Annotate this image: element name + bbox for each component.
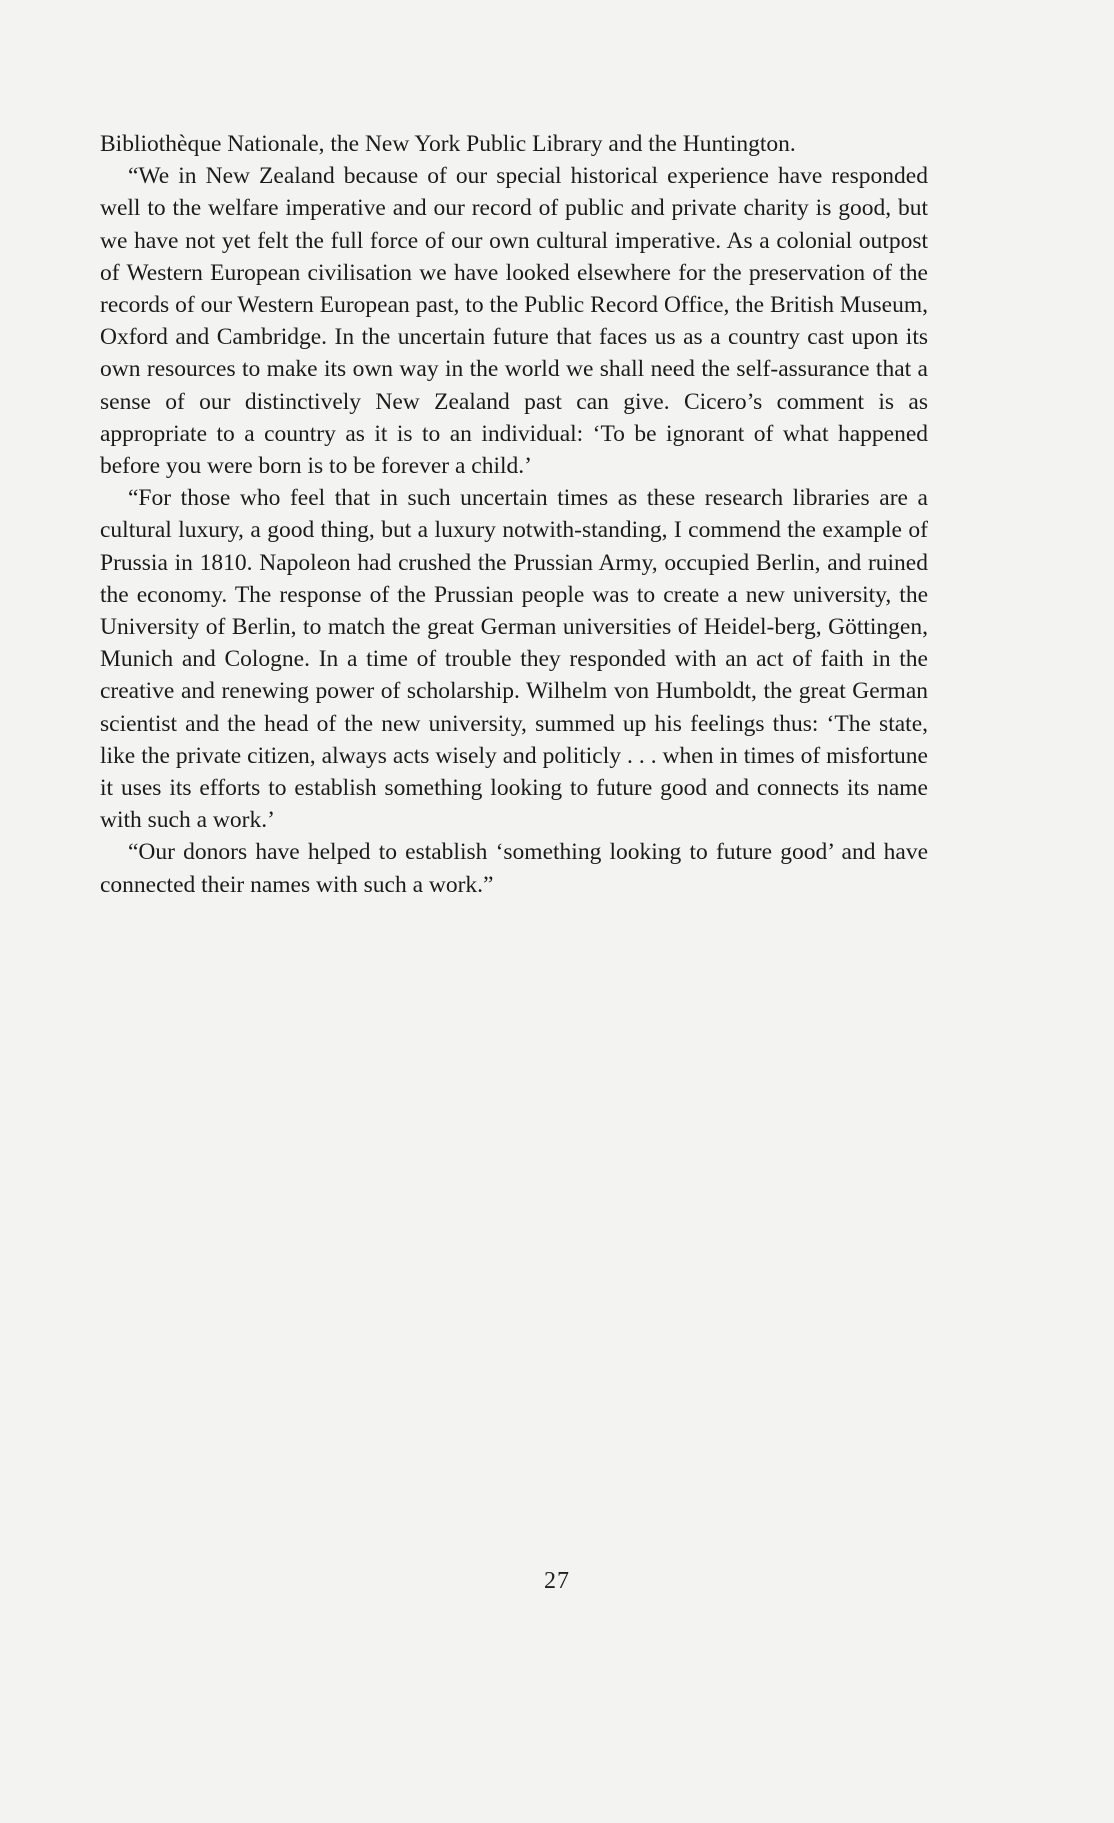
body-text [100, 128, 928, 901]
paragraph-prussia-example: “For those who feel that in such uncertain times as these research libraries are a cultural luxury, a good thing, but a luxury notwith-standing, I commend the example of Prussia in 1810. Napoleon had crushed the Prussian Army, occupied Berlin, and ruined the economy. The response of the Prussian people was to create a new university, the University of Berlin, to match the great German universities of Heidel-berg, Göttingen, Munich and Cologne. In a time of trouble they responded with an act of faith in the creative and renewing power of scholarship. Wilhelm von Humboldt, the great German scientist and the head of the new university, summed up his feelings thus: ‘The state, like the private citizen, always acts wisely and politicly . . . when in times of misfortune it uses its efforts to establish something looking to future good and connects its name with such a work.’ [100, 485, 928, 834]
paragraph-donors: “Our donors have helped to establish ‘something looking to future good’ and have connected their names with such a work.” [100, 839, 928, 898]
page-number: 27 [544, 1568, 570, 1594]
paragraph-cultural-imperative: “We in New Zealand because of our special historical experience have responded well to the welfare imperative and our record of public and private charity is good, but we have not yet felt the full force of our own cultural imperative. As a colonial outpost of Western European civilisation we have looked elsewhere for the preservation of the records of our Western European past, to the Public Record Office, the British Museum, Oxford and Cambridge. In the uncertain future that faces us as a country cast upon its own resources to make its own way in the world we shall need the self-assurance that a sense of our distinctively New Zealand past can give. Cicero’s comment is as appropriate to a country as it is to an individual: ‘To be ignorant of what happened before you were born is to be forever a child.’ [100, 163, 928, 480]
paragraph-continuation: Bibliothèque Nationale, the New York Public Library and the Huntington. [100, 131, 796, 157]
